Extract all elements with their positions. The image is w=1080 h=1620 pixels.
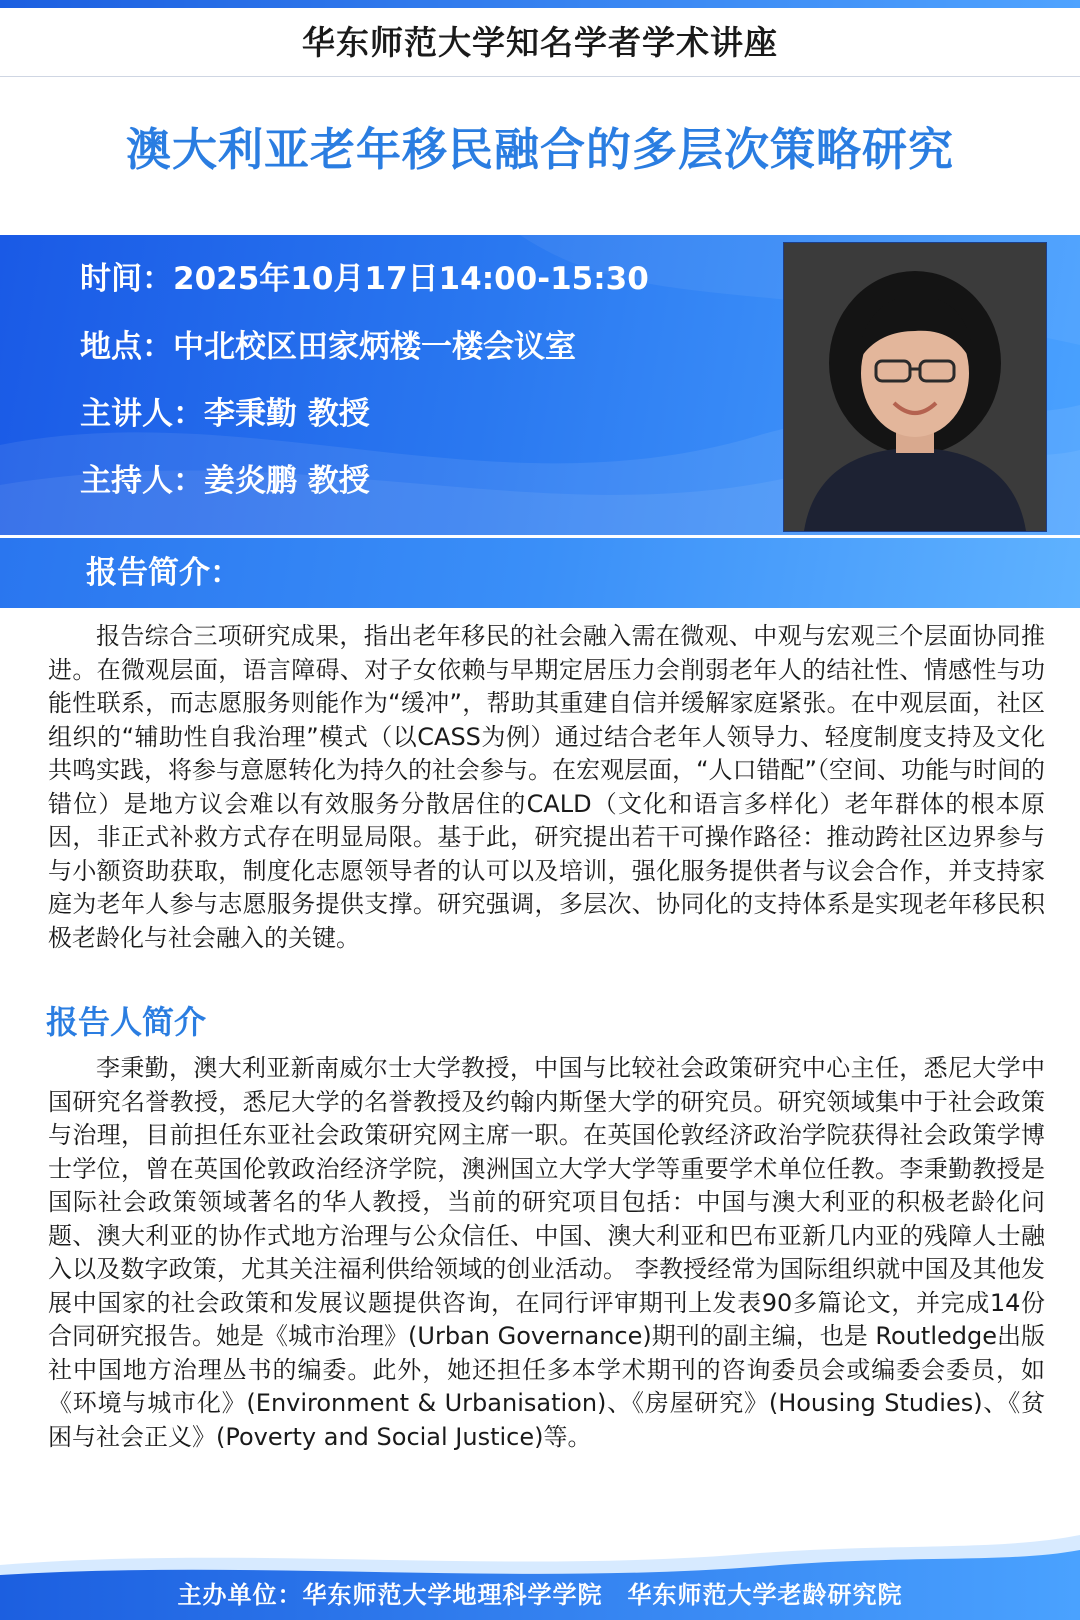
abstract-heading: 报告简介： bbox=[86, 555, 241, 591]
header-divider bbox=[0, 76, 1080, 77]
abstract-heading-band bbox=[0, 538, 1080, 608]
bio-text: 李秉勤，澳大利亚新南威尔士大学教授，中国与比较社会政策研究中心主任，悉尼大学中国研究名誉教授，悉尼大学的名誉教授及约翰内斯堡大学的研究员。研究领域集中于社会政策与治理，目前担任东亚社会政策研究网主席一职。在英国伦敦经济政治学院获得社会政策学博士学位，曾在英国伦敦政治经济学院，澳洲国立大学大学等重要学术单位任教。李秉勤教授是国际社会政策领域著名的华人教授，当前的研究项目包括：中国与澳大利亚的积极老龄化问题、澳大利亚的协作式地方治理与公众信任、中国、澳大利亚和巴布亚新几内亚的残障人士融入以及数字政策，尤其关注福利供给领域的创业活动。 李教授经常为国际组织就中国及其他发展中国家的社会政策和发展议题提供咨询，在同行评审期刊上发表90多篇论文，并完成14份合同研究报告。她是《城市治理》(Urban Governance)期刊的副主编，也是 Routledge出版社中国地方治理丛书的编委。此外，她还担任多本学术期刊的咨询委员会或编委会委员，如《环境与城市化》(Environment & Urbanisation)、《房屋研究》(Housing Studies)、《贫困与社会正义》(Poverty and Social Justice)等。 bbox=[48, 1054, 1045, 1451]
speaker-photo bbox=[783, 242, 1047, 532]
event-location: 地点：中北校区田家炳楼一楼会议室 bbox=[80, 329, 576, 365]
event-time: 时间：2025年10月17日14:00-15:30 bbox=[80, 261, 649, 297]
abstract-text: 报告综合三项研究成果，指出老年移民的社会融入需在微观、中观与宏观三个层面协同推进。在微观层面，语言障碍、对子女依赖与早期定居压力会削弱老年人的结社性、情感性与功能性联系，而志愿服务则能作为“缓冲”，帮助其重建自信并缓解家庭紧张。在中观层面，社区组织的“辅助性自我治理”模式（以CASS为例）通过结合老年人领导力、轻度制度支持及文化共鸣实践，将参与意愿转化为持久的社会参与。在宏观层面，“人口错配”（空间、功能与时间的错位）是地方议会难以有效服务分散居住的CALD（文化和语言多样化）老年群体的根本原因，非正式补救方式存在明显局限。基于此，研究提出若干可操作路径：推动跨社区边界参与与小额资助获取，制度化志愿领导者的认可以及培训，强化服务提供者与议会合作，并支持家庭为老年人参与志愿服务提供支撑。研究强调，多层次、协同化的支持体系是实现老年移民积极老龄化与社会融入的关键。 bbox=[48, 622, 1045, 952]
top-stripe bbox=[0, 0, 1080, 8]
poster-header: 华东师范大学知名学者学术讲座 bbox=[302, 23, 778, 62]
event-host: 主持人：姜炎鹏 教授 bbox=[80, 463, 370, 499]
organizers: 主办单位：华东师范大学地理科学学院 华东师范大学老龄研究院 bbox=[177, 1581, 903, 1609]
bio-heading: 报告人简介 bbox=[46, 1003, 207, 1041]
speaker-portrait-icon bbox=[784, 243, 1046, 531]
footer bbox=[0, 1525, 1080, 1620]
lecture-title: 澳大利亚老年移民融合的多层次策略研究 bbox=[125, 123, 954, 176]
event-speaker: 主讲人：李秉勤 教授 bbox=[80, 396, 370, 432]
